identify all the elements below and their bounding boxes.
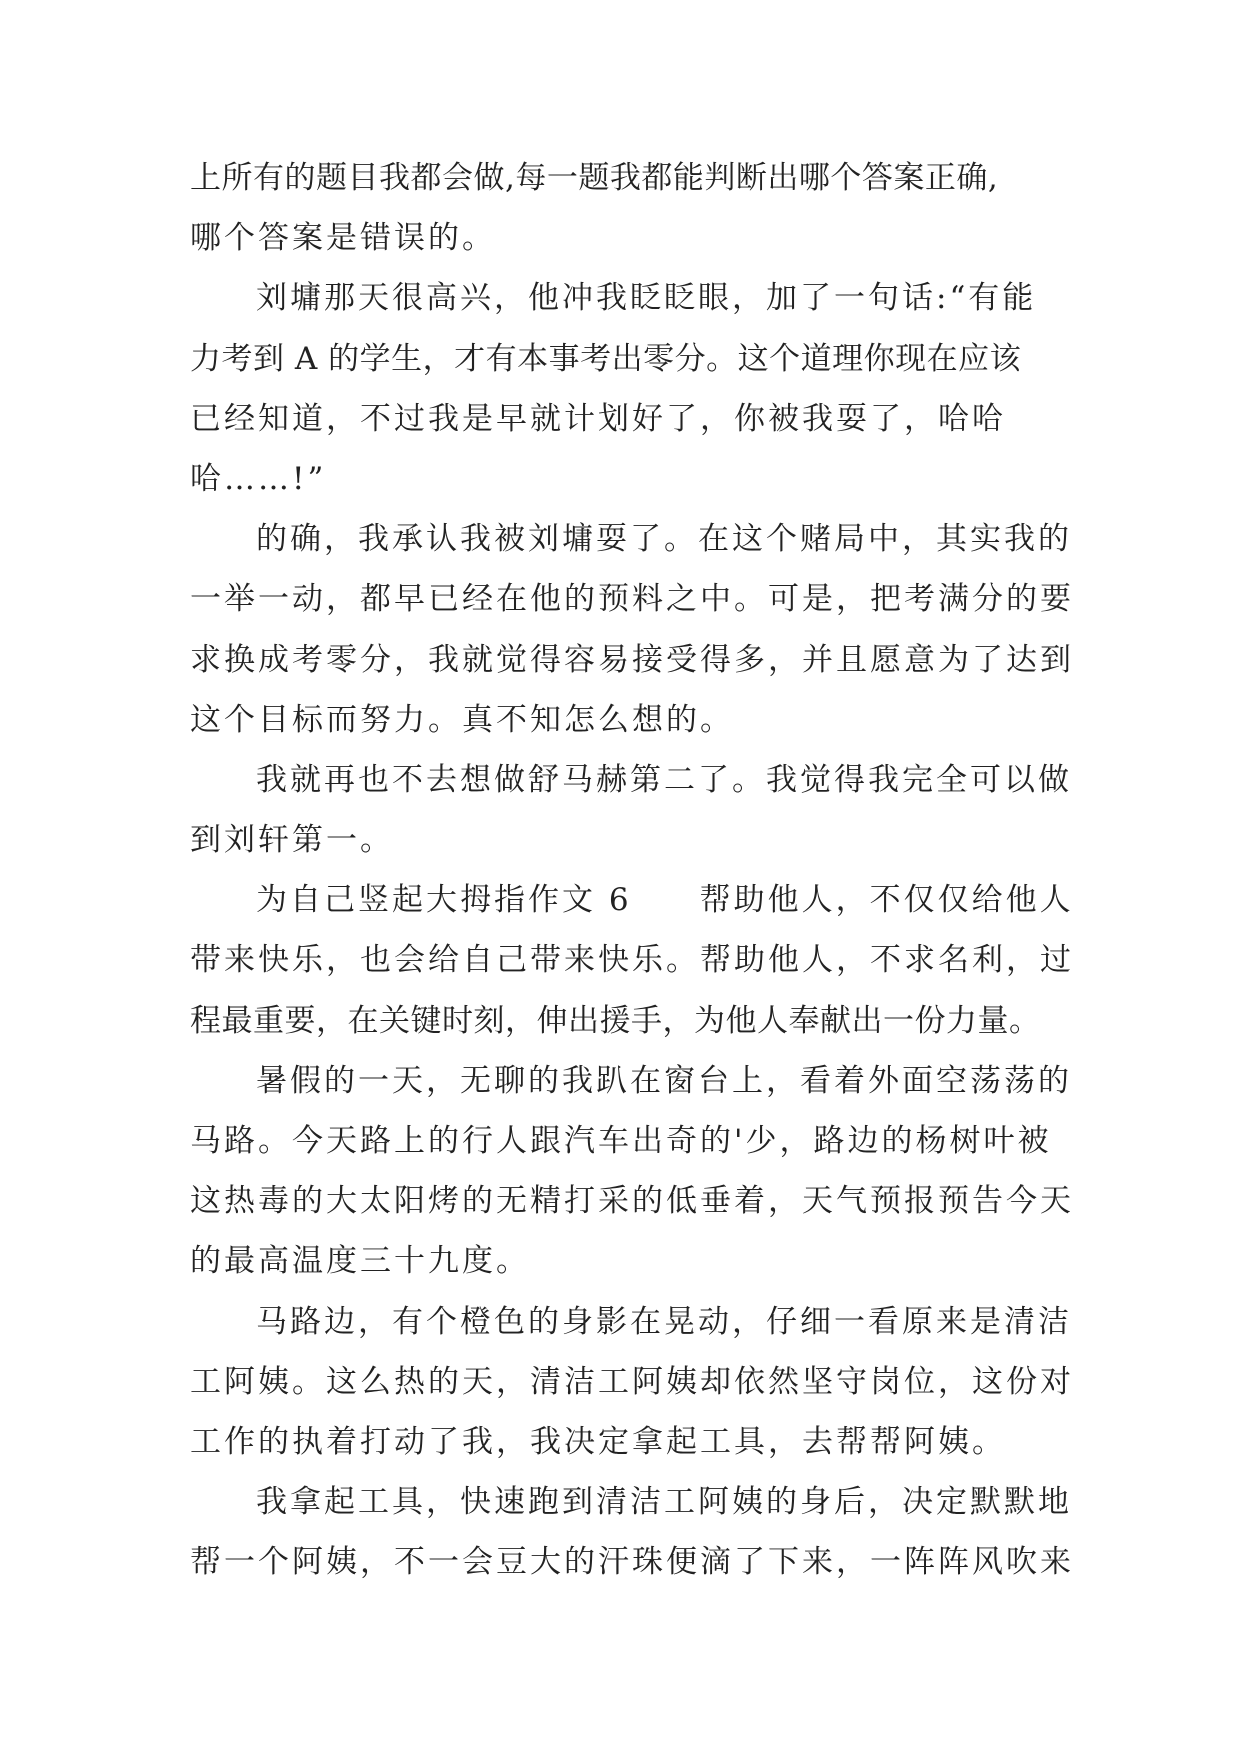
- text-line: 工作的执着打动了我，我决定拿起工具，去帮帮阿姨。: [190, 1423, 1006, 1460]
- text-line: 哈……!”: [190, 460, 327, 497]
- text-line: 带来快乐，也会给自己带来快乐。帮助他人，不求名利，过: [190, 942, 1074, 979]
- text-line: 马路。今天路上的行人跟汽车出奇的'少，路边的杨树叶被: [190, 1123, 1052, 1159]
- body-text: [190, 148, 1074, 1593]
- text-line: 一举一动，都早已经在他的预料之中。可是，把考满分的要: [190, 581, 1074, 618]
- text-line: 暑假的一天，无聊的我趴在窗台上，看着外面空荡荡的: [256, 1062, 1072, 1099]
- text-line: 上所有的题目我都会做,每一题我都能判断出哪个答案正确,: [190, 160, 999, 196]
- text-line: 力考到 A 的学生，才有本事考出零分。这个道理你现在应该: [190, 340, 1022, 377]
- text-line: 程最重要，在关键时刻，伸出援手，为他人奉献出一份力量。: [190, 1002, 1041, 1039]
- text-line: 哪个答案是错误的。: [190, 220, 496, 257]
- text-line: 到刘轩第一。: [190, 822, 394, 859]
- text-line: 我就再也不去想做舒马赫第二了。我觉得我完全可以做: [256, 761, 1072, 798]
- text-line: 求换成考零分，我就觉得容易接受得多，并且愿意为了达到: [190, 641, 1074, 678]
- text-line: 为自己竖起大拇指作文 6 帮助他人，不仅仅给他人: [256, 882, 1074, 919]
- text-line: 这个目标而努力。真不知怎么想的。: [190, 701, 734, 738]
- text-line: 已经知道，不过我是早就计划好了，你被我耍了，哈哈: [190, 400, 1006, 437]
- text-line: 的最高温度三十九度。: [190, 1243, 530, 1280]
- text-line: 马路边，有个橙色的身影在晃动，仔细一看原来是清洁: [256, 1303, 1072, 1340]
- text-line: 帮一个阿姨，不一会豆大的汗珠便滴了下来，一阵阵风吹来: [190, 1544, 1074, 1581]
- text-line: 我拿起工具，快速跑到清洁工阿姨的身后，决定默默地: [256, 1484, 1072, 1521]
- text-line: 的确，我承认我被刘墉耍了。在这个赌局中，其实我的: [256, 521, 1072, 558]
- text-line: 这热毒的大太阳烤的无精打采的低垂着，天气预报预告今天: [190, 1183, 1074, 1220]
- text-line: 刘墉那天很高兴，他冲我眨眨眼，加了一句话:“有能: [256, 280, 1037, 317]
- text-line: 工阿姨。这么热的天，清洁工阿姨却依然坚守岗位，这份对: [190, 1363, 1074, 1400]
